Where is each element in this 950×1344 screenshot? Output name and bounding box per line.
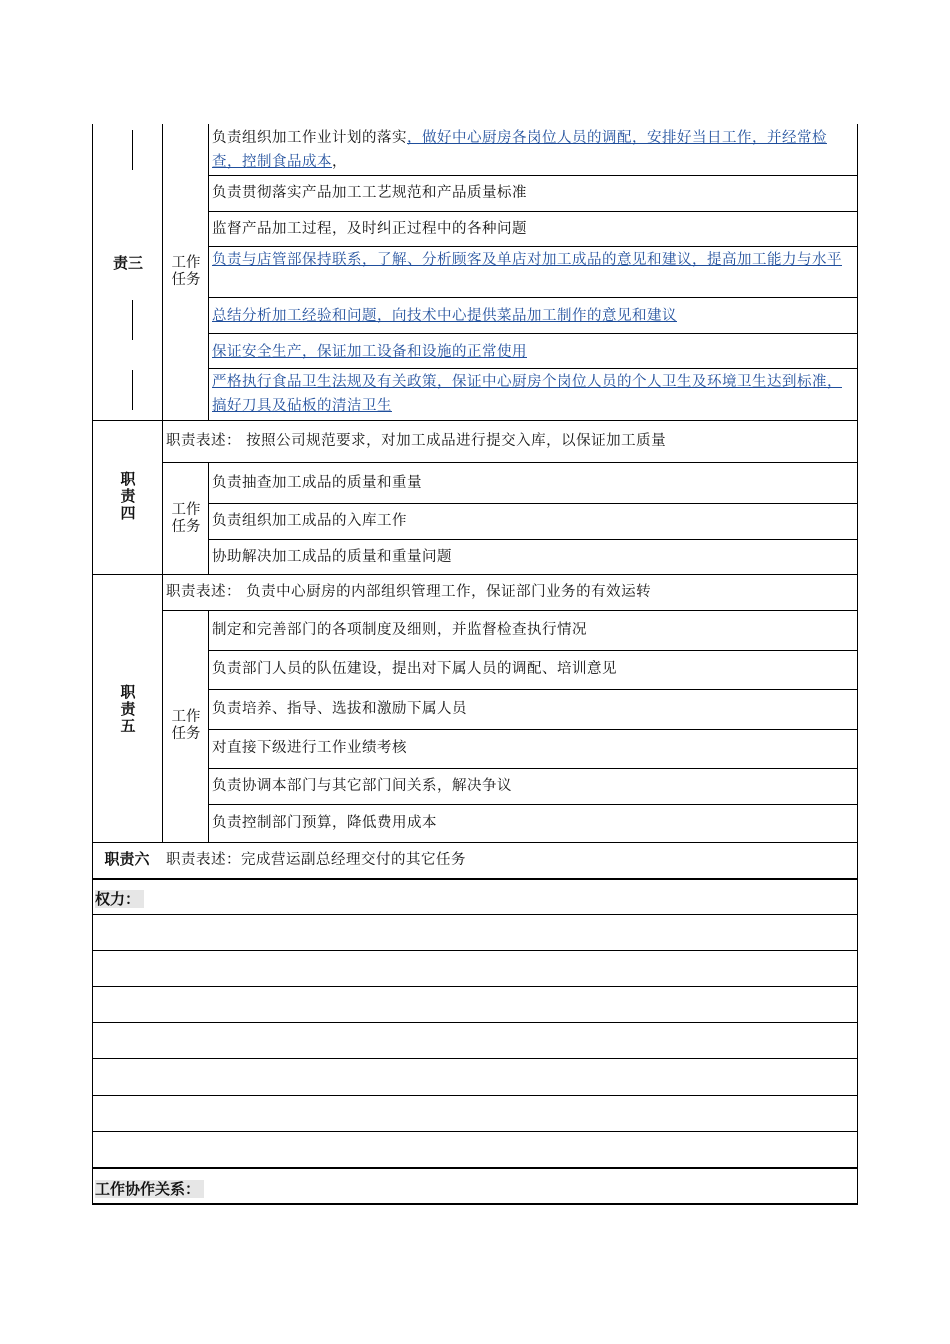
duty5-statement: 职责表述： 负责中心厨房的内部组织管理工作，保证部门业务的有效运转 xyxy=(166,584,652,600)
duty5-label: 职 责 五 xyxy=(120,683,136,735)
duty4-task-2: 负责组织加工成品的入库工作 xyxy=(212,513,407,529)
blank-row-line xyxy=(92,1058,858,1059)
duty3-label: 责三 xyxy=(112,254,143,272)
row-divider xyxy=(208,768,858,769)
blank-row-line xyxy=(92,950,858,951)
section-divider xyxy=(92,420,858,421)
duty4-task-1: 负责抽查加工成品的质量和重量 xyxy=(212,475,422,491)
row-divider xyxy=(208,333,858,334)
col-divider-1 xyxy=(162,124,163,842)
row-divider xyxy=(208,503,858,504)
row-divider xyxy=(208,246,858,247)
dash-mark xyxy=(132,130,133,170)
power-heading: 权力： xyxy=(95,888,144,909)
blank-row-line xyxy=(92,914,858,915)
section-divider xyxy=(92,1167,858,1169)
row-divider xyxy=(208,729,858,730)
duty3-task-5[interactable]: 总结分析加工经验和问题，向技术中心提供菜品加工制作的意见和建议 xyxy=(212,308,677,324)
col-divider-2c xyxy=(208,610,209,842)
row-divider xyxy=(208,804,858,805)
blank-row-line xyxy=(92,1131,858,1132)
duty6-label: 职责六 xyxy=(104,850,150,868)
blank-row-line xyxy=(92,1022,858,1023)
duty3-task-2: 负责贯彻落实产品加工工艺规范和产品质量标准 xyxy=(212,185,527,201)
duty4-statement: 职责表述： 按照公司规范要求，对加工成品进行提交入库，以保证加工质量 xyxy=(166,433,667,449)
row-divider xyxy=(208,297,858,298)
duty5-task-3: 负责培养、指导、选拔和激励下属人员 xyxy=(212,701,467,717)
blank-row-line xyxy=(92,1095,858,1096)
duty6-statement: 职责表述：完成营运副总经理交付的其它任务 xyxy=(166,852,466,868)
duty3-task-7[interactable]: 严格执行食品卫生法规及有关政策，保证中心厨房个岗位人员的个人卫生及环境卫生达到标准，搞好刀具及砧板的清洁卫生 xyxy=(212,374,842,414)
row-divider xyxy=(208,650,858,651)
duty3-task-label: 工作 任务 xyxy=(171,255,201,288)
duty5-task-1: 制定和完善部门的各项制度及细则，并监督检查执行情况 xyxy=(212,622,587,638)
cooperation-heading: 工作协作关系： xyxy=(95,1178,204,1199)
row-divider xyxy=(208,539,858,540)
duty5-task-6: 负责控制部门预算，降低费用成本 xyxy=(212,815,437,831)
row-divider xyxy=(208,175,858,176)
duty5-task-2: 负责部门人员的队伍建设，提出对下属人员的调配、培训意见 xyxy=(212,661,617,677)
row-divider xyxy=(162,610,858,611)
duty4-label: 职 责 四 xyxy=(120,470,136,522)
duty3-task-1: 负责组织加工作业计划的落实，做好中心厨房各岗位人员的调配，安排好当日工作，并经常检查，控制食品成本， xyxy=(212,130,827,170)
section-divider xyxy=(92,878,858,880)
duty5-task-label: 工作 任务 xyxy=(171,709,201,742)
row-divider xyxy=(208,211,858,212)
blank-row-line xyxy=(92,986,858,987)
duty4-task-3: 协助解决加工成品的质量和重量问题 xyxy=(212,549,452,565)
row-divider xyxy=(208,689,858,690)
table-bottom-border xyxy=(92,1203,858,1205)
duty4-task-label: 工作 任务 xyxy=(171,502,201,535)
duty5-task-4: 对直接下级进行工作业绩考核 xyxy=(212,740,407,756)
dash-mark xyxy=(132,300,133,340)
row-divider xyxy=(162,462,858,463)
col-divider-2a xyxy=(208,124,209,420)
section-divider xyxy=(92,842,858,843)
dash-mark xyxy=(132,370,133,410)
duty5-task-5: 负责协调本部门与其它部门间关系，解决争议 xyxy=(212,778,512,794)
duty3-task-6[interactable]: 保证安全生产，保证加工设备和设施的正常使用 xyxy=(212,344,527,360)
duty3-task-3: 监督产品加工过程，及时纠正过程中的各种问题 xyxy=(212,221,527,237)
row-divider xyxy=(208,368,858,369)
col-divider-2b xyxy=(208,462,209,574)
section-divider xyxy=(92,574,858,575)
duty3-task-4[interactable]: 负责与店管部保持联系，了解、分析顾客及单店对加工成品的意见和建议，提高加工能力与水平 xyxy=(212,252,842,268)
